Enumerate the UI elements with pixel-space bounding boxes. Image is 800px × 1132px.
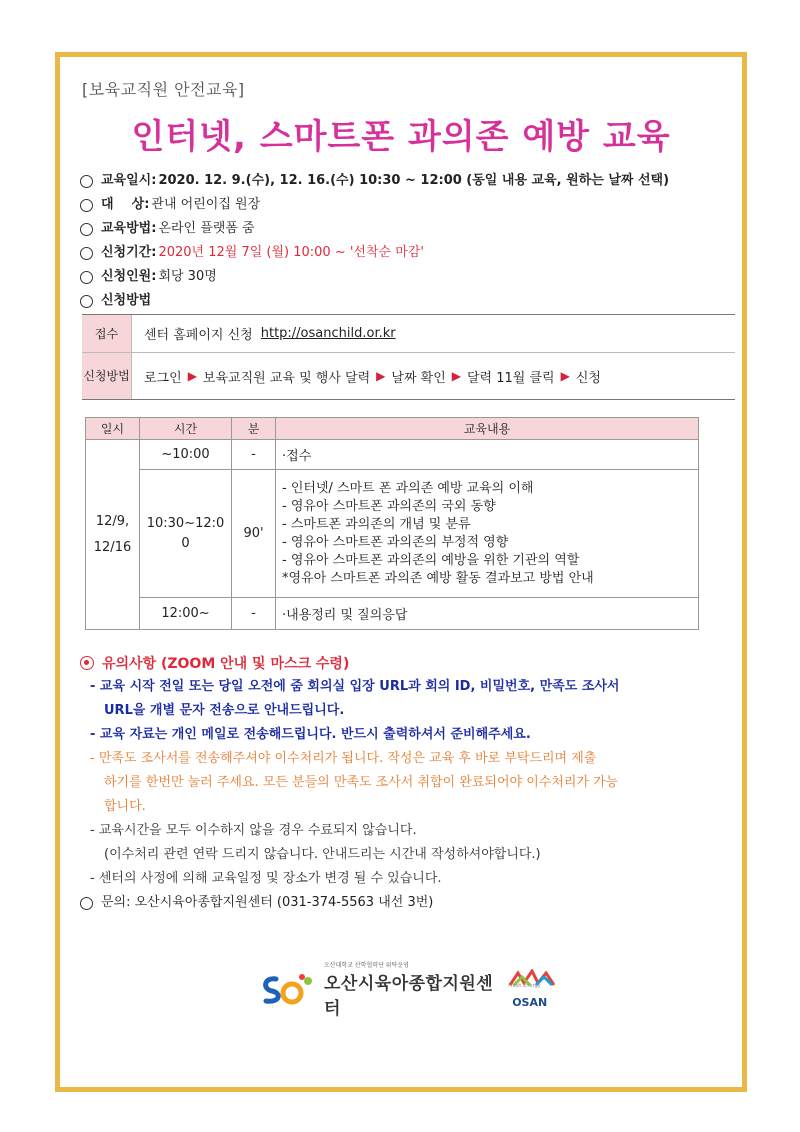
arrow-right-icon: ▶ [376,369,386,383]
table-row: 12:00~ - ·내용정리 및 질의응답 [86,598,699,630]
arrow-right-icon: ▶ [187,369,197,383]
note-materials: - 교육 자료는 개인 메일로 전송해드립니다. 반드시 출력하셔서 준비해주세요. [90,727,531,742]
circle-bullet-icon [80,247,93,260]
info-capacity: 신청인원: 회당 30명 [80,265,740,289]
apply-table [82,314,735,400]
circle-bullet-icon [80,295,93,308]
info-period: 신청기간: 2020년 12월 7일 (월) 10:00 ~ '선착순 마감' [80,241,740,265]
center-tagline: 오산대학교 산학협력단 위탁운영 [324,961,409,969]
osan-city-logo: Fresh Energy OSAN [506,969,558,1009]
center-name: 오산시육아종합지원센터 [324,973,494,1019]
center-logo-icon [258,971,318,1007]
page-title: 인터넷, 스마트폰 과의존 예방 교육 [131,117,671,157]
info-method: 교육방법: 온라인 플랫폼 줌 [80,217,740,241]
apply-steps: 로그인 ▶ 보육교직원 교육 및 행사 달력 ▶ 날짜 확인 ▶ 달력 11월 클릭 ▶ 신청 [144,369,601,386]
reception-text: 센터 홈페이지 신청 [144,328,253,343]
info-date: 교육일시: 2020. 12. 9.(수), 12. 16.(수) 10:30 ~ 12:00 (동일 내용 교육, 원하는 날짜 선택) [80,169,740,193]
category-label: [보육교직원 안전교육] [82,80,245,99]
apply-reception-row [82,315,735,353]
schedule-header-row: 일시 시간 분 교육내용 [86,418,699,440]
target-bullet-icon [80,656,94,670]
circle-bullet-icon [80,175,93,188]
method-label: 신청 방법 [82,353,132,399]
reception-label: 접수 [82,315,132,352]
apply-method-row [82,353,735,399]
table-row: 12/9, 12/16 ~10:00 - ·접수 [86,440,699,470]
note-zoom: - 교육 시작 전일 또는 당일 오전에 줌 회의실 입장 URL과 회의 ID, 비밀번호, 만족도 조사서 URL을 개별 문자 전송으로 안내드립니다. [90,679,620,718]
circle-bullet-icon [80,271,93,284]
circle-bullet-icon [80,897,93,910]
notes-section [80,651,740,915]
date-cell: 12/9, 12/16 [86,440,140,630]
circle-bullet-icon [80,223,93,236]
content-list: - 인터넷/ 스마트 폰 과의존 예방 교육의 이해 - 영유아 스마트폰 과의존의 국외 동향 - 스마트폰 과의존의 개념 및 분류 - 영유아 스마트폰 과의존의 부정적 영향 - 영유아 스마트폰 과의존의 예방을 위한 기관의 역할 *영유아 스마트폰 과의존 예방 활동 결과보고 방법 안내 [276,470,699,598]
arrow-right-icon: ▶ [451,369,461,383]
note-completion: - 교육시간을 모두 이수하지 않을 경우 수료되지 않습니다. (이수처리 관련 연락 드리지 않습니다. 안내드리는 시간내 작성하셔야합니다.) [90,823,541,862]
document-frame [55,52,747,1092]
table-row: 10:30~12:0 0 90' - 인터넷/ 스마트 폰 과의존 예방 교육의 이해 - 영유아 스마트폰 과의존의 국외 동향 - 스마트폰 과의존의 개념 및 분류 - 영유아 스마트폰 과의존의 부정적 영향 - 영유아 스마트폰 과의존의 예방을 위한 기관의 역할 *영유아 스마트폰 과의존 예방 활동 결과보고 방법 안내 [86,470,699,598]
note-change: - 센터의 사정에 의해 교육일정 및 장소가 변경 될 수 있습니다. [90,871,442,886]
info-list [80,169,740,313]
contact-line: 문의: 오산시육아종합지원센터 (031-374-5563 내선 3번) [80,891,740,915]
footer-logos [258,961,558,1019]
arrow-right-icon: ▶ [560,369,570,383]
circle-bullet-icon [80,199,93,212]
info-target: 대 상: 관내 어린이집 원장 [80,193,740,217]
note-survey: - 만족도 조사서를 전송해주셔야 이수처리가 됩니다. 작성은 교육 후 바로 부탁드리며 제출 하기를 한번만 눌러 주세요. 모든 분들의 만족도 조사서 취합이 완료되어야 이수처리가 가능 합니다. [90,751,619,814]
notes-heading: 유의사항 (ZOOM 안내 및 마스크 수령) [80,651,740,675]
info-apply-method: 신청방법 [80,289,740,313]
homepage-link[interactable]: http://osanchild.or.kr [260,326,396,341]
schedule-table [85,417,699,630]
